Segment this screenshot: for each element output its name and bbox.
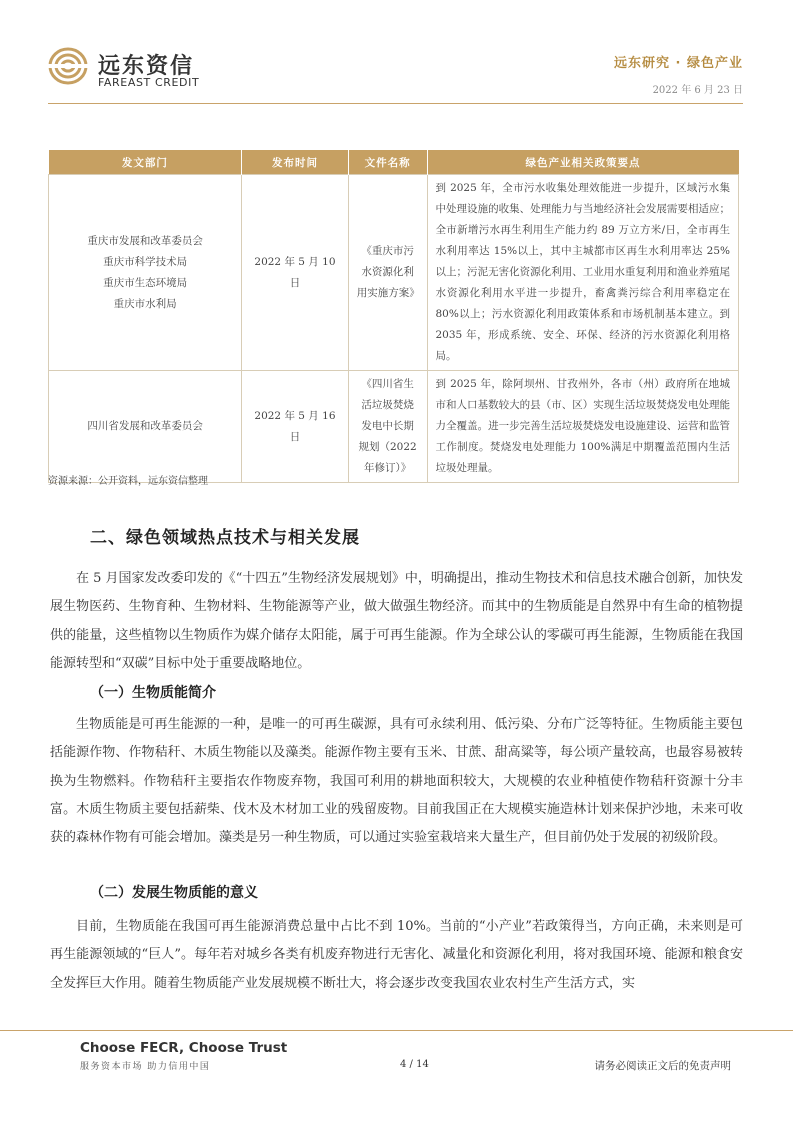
report-section-tag: 远东研究 · 绿色产业 (614, 56, 743, 71)
subsection-heading-intro: （一）生物质能简介 (90, 685, 216, 701)
cell-department (49, 175, 242, 371)
column-header-department: 发文部门 (49, 150, 242, 175)
department-name: 四川省发展和改革委员会 (87, 420, 203, 432)
cell-date: 2022 年 5 月 16 日 (242, 371, 349, 483)
cell-date: 2022 年 5 月 10 日 (242, 175, 349, 371)
brand-name-cn: 远东资信 (98, 54, 195, 79)
page-header (0, 0, 793, 110)
department-name: 重庆市发展和改革委员会 (87, 234, 203, 247)
footer-disclaimer: 请务必阅读正文后的免责声明 (594, 1060, 731, 1072)
department-name: 重庆市生态环境局 (103, 276, 188, 289)
column-header-date: 发布时间 (242, 150, 349, 175)
footer-slogan: Choose FECR, Choose Trust (80, 1040, 288, 1056)
department-name: 重庆市科学技术局 (103, 255, 188, 268)
page-number: 4 / 14 (400, 1059, 429, 1070)
department-name: 重庆市水利局 (113, 297, 177, 310)
footer-divider (0, 1030, 793, 1031)
subsection-heading-significance: （二）发展生物质能的意义 (90, 885, 258, 901)
cell-department (49, 371, 242, 483)
report-date: 2022 年 6 月 23 日 (652, 85, 743, 96)
fareast-logo-icon (48, 46, 88, 86)
column-header-document: 文件名称 (348, 150, 427, 175)
cell-policy-points: 到 2025 年，除阿坝州、甘孜州外，各市（州）政府所在地城市和人口基数较大的县（市、区）实现生活垃圾焚烧发电处理能力全覆盖。进一步完善生活垃圾焚烧发电设施建设、运营和监管工作制度。焚烧发电处理能力 100%满足中期覆盖范围内生活垃圾处理量。 (427, 371, 739, 483)
brand-name-en: FAREAST CREDIT (98, 76, 200, 89)
table-source-note: 资源来源：公开资料，远东资信整理 (48, 476, 208, 487)
header-divider (48, 103, 743, 104)
body-paragraph-biomass-intro: 生物质能是可再生能源的一种，是唯一的可再生碳源，具有可永续利用、低污染、分布广泛等特征。生物质能主要包括能源作物、作物秸秆、木质生物能以及藻类。能源作物主要有玉米、甘蔗、甜高粱等，每公顷产量较高，也最容易被转换为生物燃料。作物秸秆主要指农作物废弃物，我国可利用的耕地面积较大，大规模的农业种植使作物秸秆资源十分丰富。木质生物质主要包括薪柴、伐木及木材加工业的残留废物。目前我国正在大规模实施造林计划来保护沙地，未来可收获的森林作物有可能会增加。藻类是另一种生物质，可以通过实验室栽培来大量生产，但目前仍处于发展的初级阶段。 (50, 717, 743, 846)
table-header-row (49, 150, 739, 175)
table-row (49, 371, 739, 483)
section-heading: 二、绿色领域热点技术与相关发展 (90, 528, 360, 548)
body-paragraph-intro: 在 5 月国家发改委印发的《“十四五”生物经济发展规划》中，明确提出，推动生物技术和信息技术融合创新，加快发展生物医药、生物育种、生物材料、生物能源等产业，做大做强生物经济。而其中的生物质能是自然界中有生命的植物提供的能量，这些植物以生物质作为媒介储存太阳能，属于可再生能源。作为全球公认的零碳可再生能源，生物质能在我国能源转型和“双碳”目标中处于重要战略地位。 (50, 571, 743, 671)
table-row (49, 175, 739, 371)
cell-document: 《四川省生活垃圾焚烧发电中长期规划（2022 年修订）》 (348, 371, 427, 483)
cell-policy-points: 到 2025 年，全市污水收集处理效能进一步提升，区域污水集中处理设施的收集、处理能力与当地经济社会发展需要相适应；全市新增污水再生利用生产能力约 89 万立方米/日，全市再生水利用率达 15%以上，其中主城都市区再生水利用率达 25%以上；污泥无害化资源化利用、工业用水重复利用和渔业养殖尾水资源化利用水平进一步提升，畜禽粪污综合利用率稳定在 80%以上；污水资源化利用政策体系和市场机制基本建立。到 2035 年，形成系统、安全、环保、经济的污水资源化利用格局。 (427, 175, 739, 371)
footer-subslogan: 服务资本市场 助力信用中国 (80, 1062, 211, 1072)
policy-table (48, 150, 739, 483)
body-paragraph-significance: 目前，生物质能在我国可再生能源消费总量中占比不到 10%。当前的“小产业”若政策得当，方向正确，未来则是可再生能源领域的“巨人”。每年若对城乡各类有机废弃物进行无害化、减量化和资源化利用，将对我国环境、能源和粮食安全发挥巨大作用。随着生物质能产业发展规模不断壮大，将会逐步改变我国农业农村生产生活方式，实 (50, 919, 743, 991)
cell-document: 《重庆市污水资源化利用实施方案》 (348, 175, 427, 371)
column-header-policy-points: 绿色产业相关政策要点 (427, 150, 739, 175)
